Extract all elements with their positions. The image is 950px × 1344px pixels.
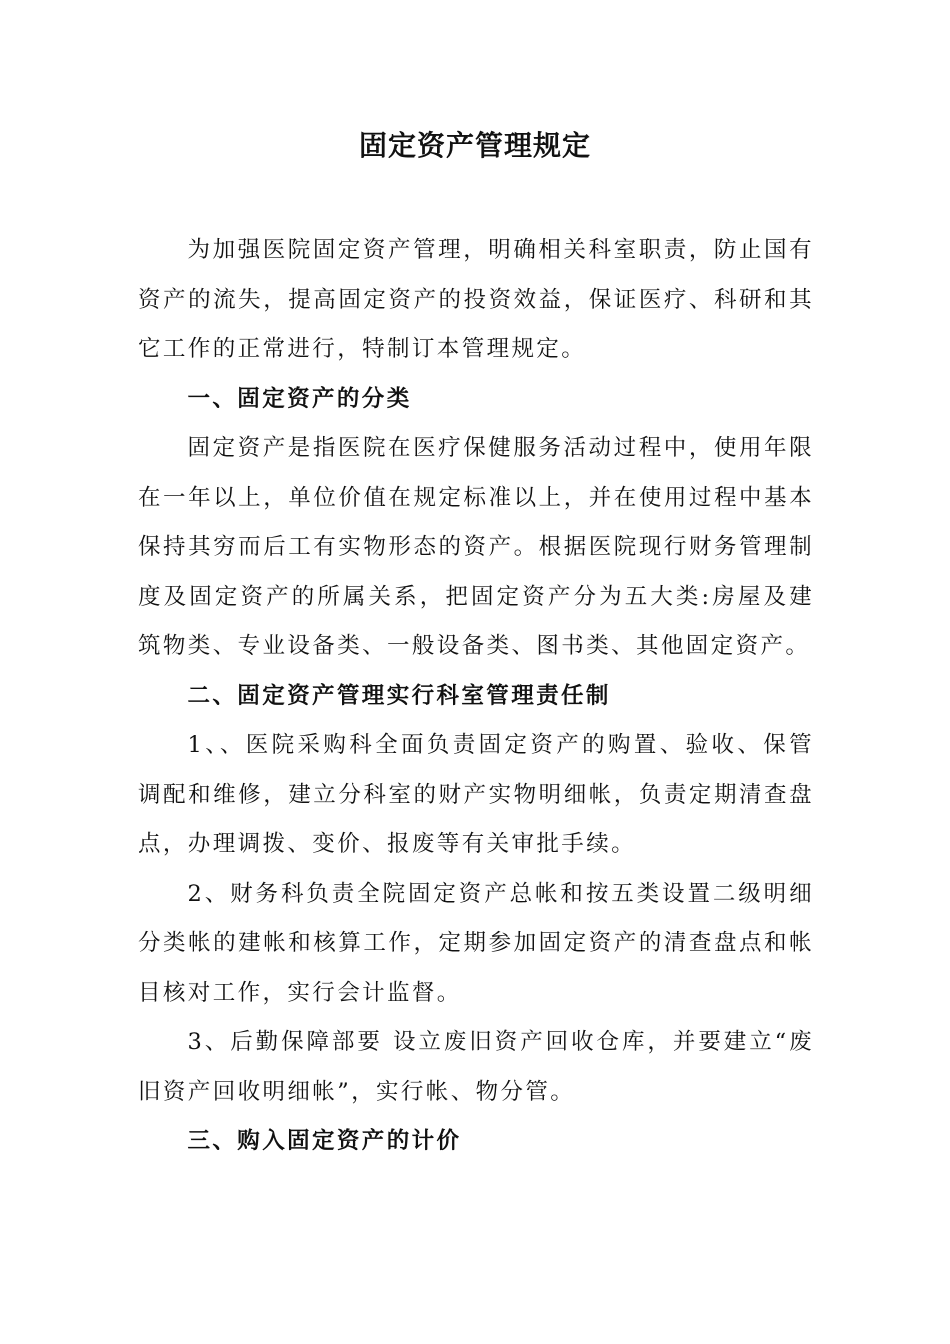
section-heading-valuation: 三、购入固定资产的计价 — [187, 1128, 462, 1154]
classification-paragraph: 固定资产是指医院在医疗保健服务活动过程中，使用年限在一年以上，单位价值在规定标准以上，并在使用过程中基本保持其穷而后工有实物形态的资产。根据医院现行财务管理制度及固定资产的所属关系，把固定资产分为五大类:房屋及建筑物类、专业设备类、一般设备类、图书类、其他固定资产。 — [138, 435, 814, 659]
responsibility-item-1: 1、、医院采购科全面负责固定资产的购置、验收、保管调配和维修，建立分科室的财产实物明细帐，负责定期清查盘点，办理调拨、变价、报废等有关审批手续。 — [138, 732, 814, 857]
intro-paragraph: 为加强医院固定资产管理，明确相关科室职责，防止国有资产的流失，提高固定资产的投资效益，保证医疗、科研和其它工作的正常进行，特制订本管理规定。 — [138, 237, 814, 362]
document-body — [138, 226, 814, 1167]
section-heading-classification: 一、固定资产的分类 — [187, 385, 412, 412]
page-title: 固定资产管理规定 — [358, 129, 591, 162]
section-heading-responsibility: 二、固定资产管理实行科室管理责任制 — [187, 682, 611, 709]
responsibility-item-3: 3、后勤保障部要 设立废旧资产回收仓库，并要建立“废旧资产回收明细帐”，实行帐、物分管。 — [138, 1029, 814, 1105]
responsibility-item-2: 2、财务科负责全院固定资产总帐和按五类设置二级明细分类帐的建帐和核算工作，定期参加固定资产的清查盘点和帐目核对工作，实行会计监督。 — [138, 880, 814, 1006]
